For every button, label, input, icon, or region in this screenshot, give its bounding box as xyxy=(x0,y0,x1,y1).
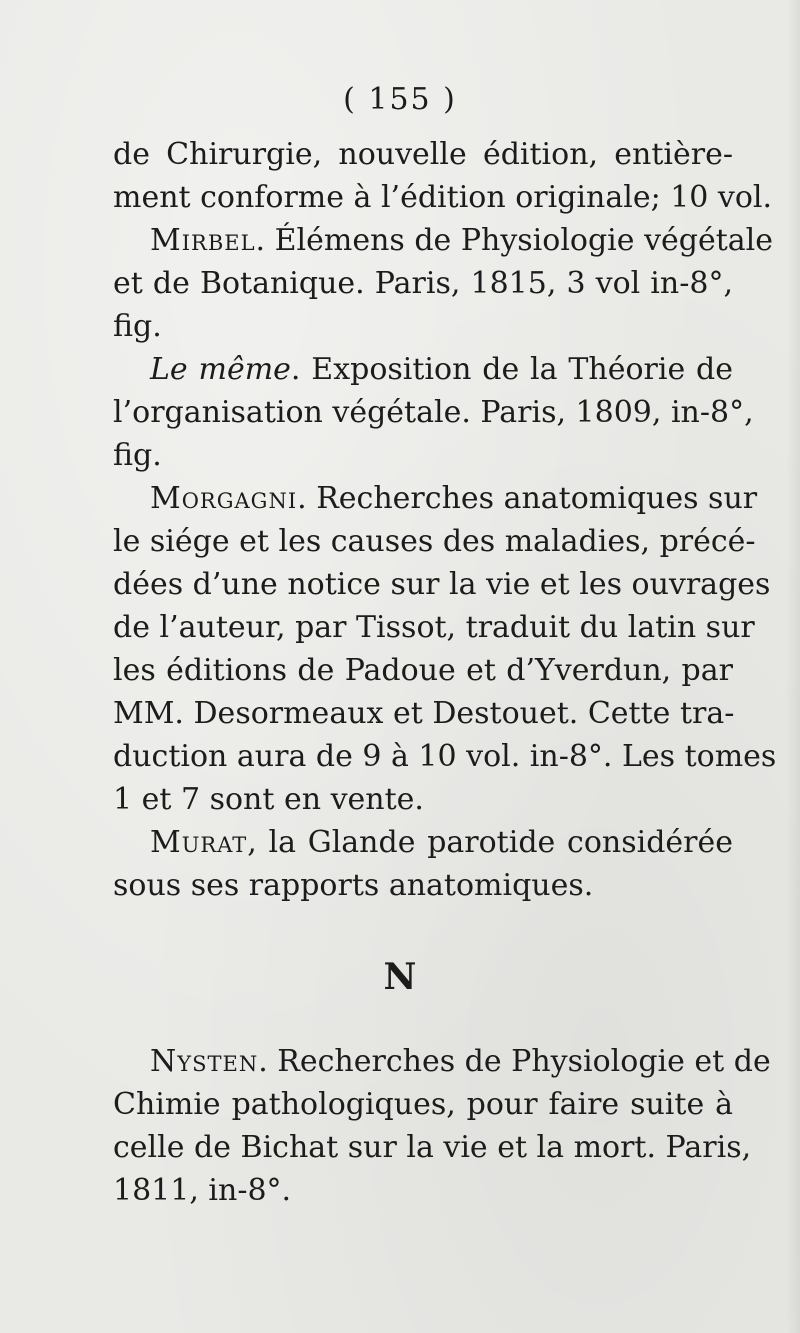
page-number: ( 155 ) xyxy=(343,82,457,117)
bibliography-text xyxy=(113,133,777,907)
author-name: Mirbel xyxy=(150,223,256,258)
bibliography-text-n xyxy=(113,1040,771,1212)
entry-le-meme-heading xyxy=(113,348,733,391)
text-line: les éditions de Padoue et d’Yverdun, par xyxy=(113,653,733,688)
entry-text: . Recherches de Physiologie et de xyxy=(258,1044,771,1079)
author-name: Murat xyxy=(150,825,248,860)
author-name: Nysten xyxy=(150,1044,259,1079)
entry-text: , la Glande parotide considérée xyxy=(247,825,733,860)
text-line: dées d’une notice sur la vie et les ouvrages xyxy=(113,567,771,602)
author-name: Morgagni xyxy=(150,481,298,516)
text-line: duction aura de 9 à 10 vol. in-8°. Les tomes xyxy=(113,739,777,774)
entry-murat-heading xyxy=(113,821,733,864)
text-line: fig. xyxy=(113,438,162,473)
text-line: MM. Desormeaux et Destouet. Cette tra- xyxy=(113,696,735,731)
entry-text: . Élémens de Physiologie végétale xyxy=(255,223,774,258)
text-line: Chimie pathologiques, pour faire suite à xyxy=(113,1087,733,1122)
entry-text: . Exposition de la Théorie de xyxy=(290,352,733,387)
text-line: fig. xyxy=(113,309,162,344)
text-line: et de Botanique. Paris, 1815, 3 vol in-8°, xyxy=(113,266,733,301)
text-line: celle de Bichat sur la vie et la mort. Paris, xyxy=(113,1130,752,1165)
entry-mirbel-heading xyxy=(113,219,774,262)
entry-text: . Recherches anatomiques sur xyxy=(297,481,758,516)
page-edge-shadow xyxy=(786,0,800,1333)
text-line: le siége et les causes des maladies, précé- xyxy=(113,524,756,559)
text-line: 1 et 7 sont en vente. xyxy=(113,782,424,817)
italic-title: Le même xyxy=(150,352,291,387)
text-line: de l’auteur, par Tissot, traduit du latin sur xyxy=(113,610,755,645)
entry-nysten-heading xyxy=(113,1040,771,1083)
section-letter-heading: N xyxy=(383,956,417,998)
text-line: sous ses rapports anatomiques. xyxy=(113,868,594,903)
text-line: 1811, in-8°. xyxy=(113,1173,292,1208)
text-line: l’organisation végétale. Paris, 1809, in-8°, xyxy=(113,395,754,430)
entry-morgagni-heading xyxy=(113,477,758,520)
text-line: ment conforme à l’édition originale; 10 vol. xyxy=(113,180,773,215)
text-line: de Chirurgie, nouvelle édition, entière- xyxy=(113,137,733,172)
